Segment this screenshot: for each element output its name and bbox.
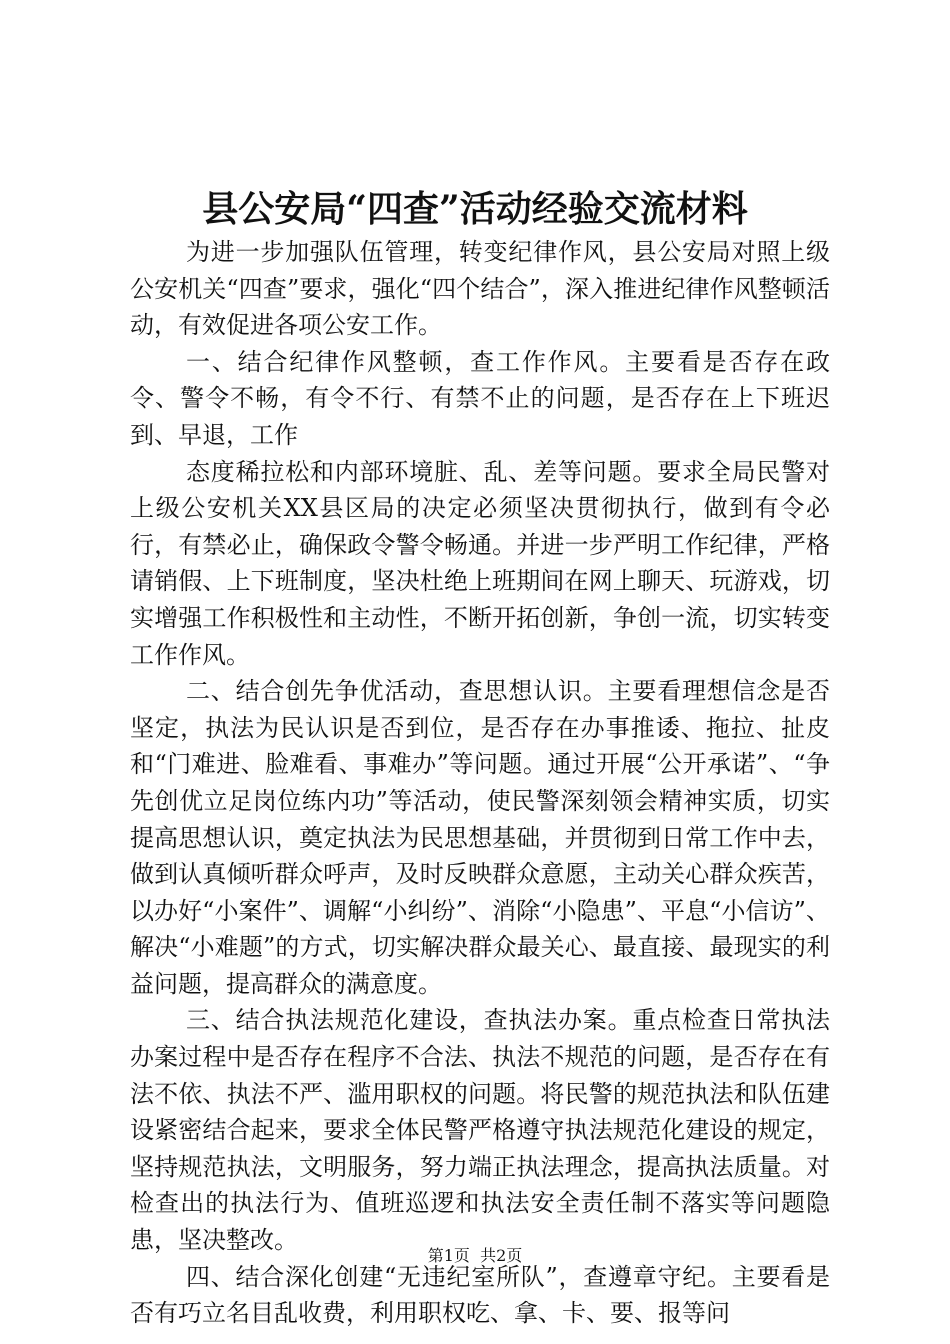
paragraph-intro: 为进一步加强队伍管理，转变纪律作风，县公安局对照上级公安机关“四查”要求，强化“四个结合”，深入推进纪律作风整顿活动，有效促进各项公安工作。 <box>130 238 830 340</box>
document-title: 县公安局“四查”活动经验交流材料 <box>202 188 748 230</box>
page-total: 共2页 <box>480 1246 523 1265</box>
paragraph-section-1: 一、结合纪律作风整顿，查工作作风。主要看是否存在政令、警令不畅，有令不行、有禁不止的问题，是否存在上下班迟到、早退，工作 <box>130 347 830 449</box>
page-number: 第1页 <box>427 1246 470 1265</box>
document-body <box>130 234 830 1332</box>
paragraph-section-2: 二、结合创先争优活动，查思想认识。主要看理想信念是否坚定，执法为民认识是否到位，是否存在办事推诿、拖拉、扯皮和“门难进、脸难看、事难办”等问题。通过开展“公开承诺”、“争先创优立足岗位练内功”等活动，使民警深刻领会精神实质，切实提高思想认识，奠定执法为民思想基础，并贯彻到日常工作中去，做到认真倾听群众呼声，及时反映群众意愿，主动关心群众疾苦，以办好“小案件”、调解“小纠纷”、消除“小隐患”、平息“小信访”、解决“小难题”的方式，切实解决群众最关心、最直接、最现实的利益问题，提高群众的满意度。 <box>130 677 830 998</box>
paragraph-section-4: 四、结合深化创建“无违纪室所队”，查遵章守纪。主要看是否有巧立名目乱收费，利用职权吃、拿、卡、要、报等问 <box>130 1262 830 1328</box>
page-footer <box>0 1244 950 1268</box>
paragraph-section-1-continued: 态度稀拉松和内部环境脏、乱、差等问题。要求全局民警对上级公安机关XX县区局的决定必须坚决贯彻执行，做到有令必行，有禁必止，确保政令警令畅通。并进一步严明工作纪律，严格请销假、上下班制度，坚决杜绝上班期间在网上聊天、玩游戏，切实增强工作积极性和主动性，不断开拓创新，争创一流，切实转变工作作风。 <box>130 457 830 669</box>
paragraph-section-3: 三、结合执法规范化建设，查执法办案。重点检查日常执法办案过程中是否存在程序不合法、执法不规范的问题，是否存在有法不依、执法不严、滥用职权的问题。将民警的规范执法和队伍建设紧密结合起来，要求全体民警严格遵守执法规范化建设的规定，坚持规范执法，文明服务，努力端正执法理念，提高执法质量。对检查出的执法行为、值班巡逻和执法安全责任制不落实等问题隐患，坚决整改。 <box>130 1006 830 1255</box>
